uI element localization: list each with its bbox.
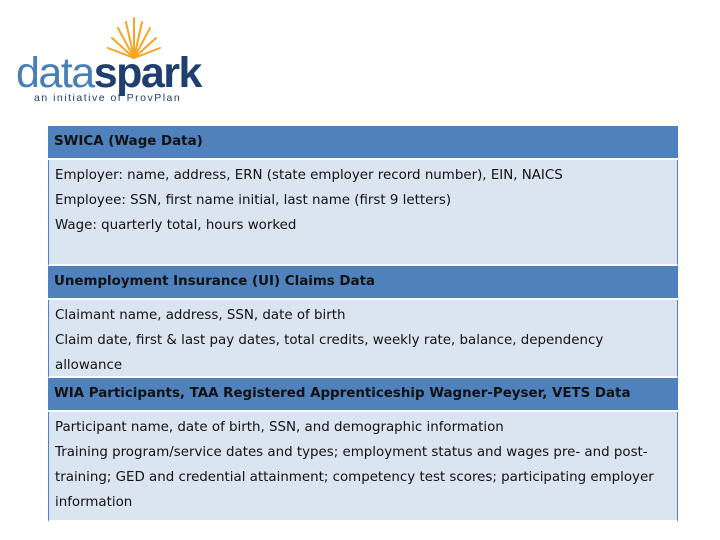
body-line: Training program/service dates and types; employment status and wages pre- and post-training; GED and credential attainment; competency test scores; participating employer information <box>55 445 654 510</box>
section-header-wia: WIA Participants, TAA Registered Apprenticeship Wagner-Peyser, VETS Data <box>48 378 678 412</box>
section-body-swica <box>48 160 678 266</box>
logo-tagline: an initiative of ProvPlan <box>34 92 182 104</box>
dataspark-logo <box>16 14 201 106</box>
body-line: Employee: SSN, first name initial, last name (first 9 letters) <box>55 193 452 208</box>
body-line: Claimant name, address, SSN, date of birth <box>55 308 346 323</box>
body-line: Wage: quarterly total, hours worked <box>55 218 297 233</box>
body-line: Claim date, first & last pay dates, total credits, weekly rate, balance, dependency allowance <box>55 333 604 373</box>
logo-word-spark: spark <box>93 49 201 97</box>
body-line: Participant name, date of birth, SSN, and demographic information <box>55 420 504 435</box>
body-line: Employer: name, address, ERN (state employer record number), EIN, NAICS <box>55 168 563 183</box>
section-body-ui-claims <box>48 300 678 378</box>
logo-word-data: data <box>16 49 94 97</box>
logo-wordmark <box>16 49 201 97</box>
data-sources-table <box>48 126 678 522</box>
section-header-swica: SWICA (Wage Data) <box>48 126 678 160</box>
section-header-ui-claims: Unemployment Insurance (UI) Claims Data <box>48 266 678 300</box>
section-body-wia <box>48 412 678 522</box>
